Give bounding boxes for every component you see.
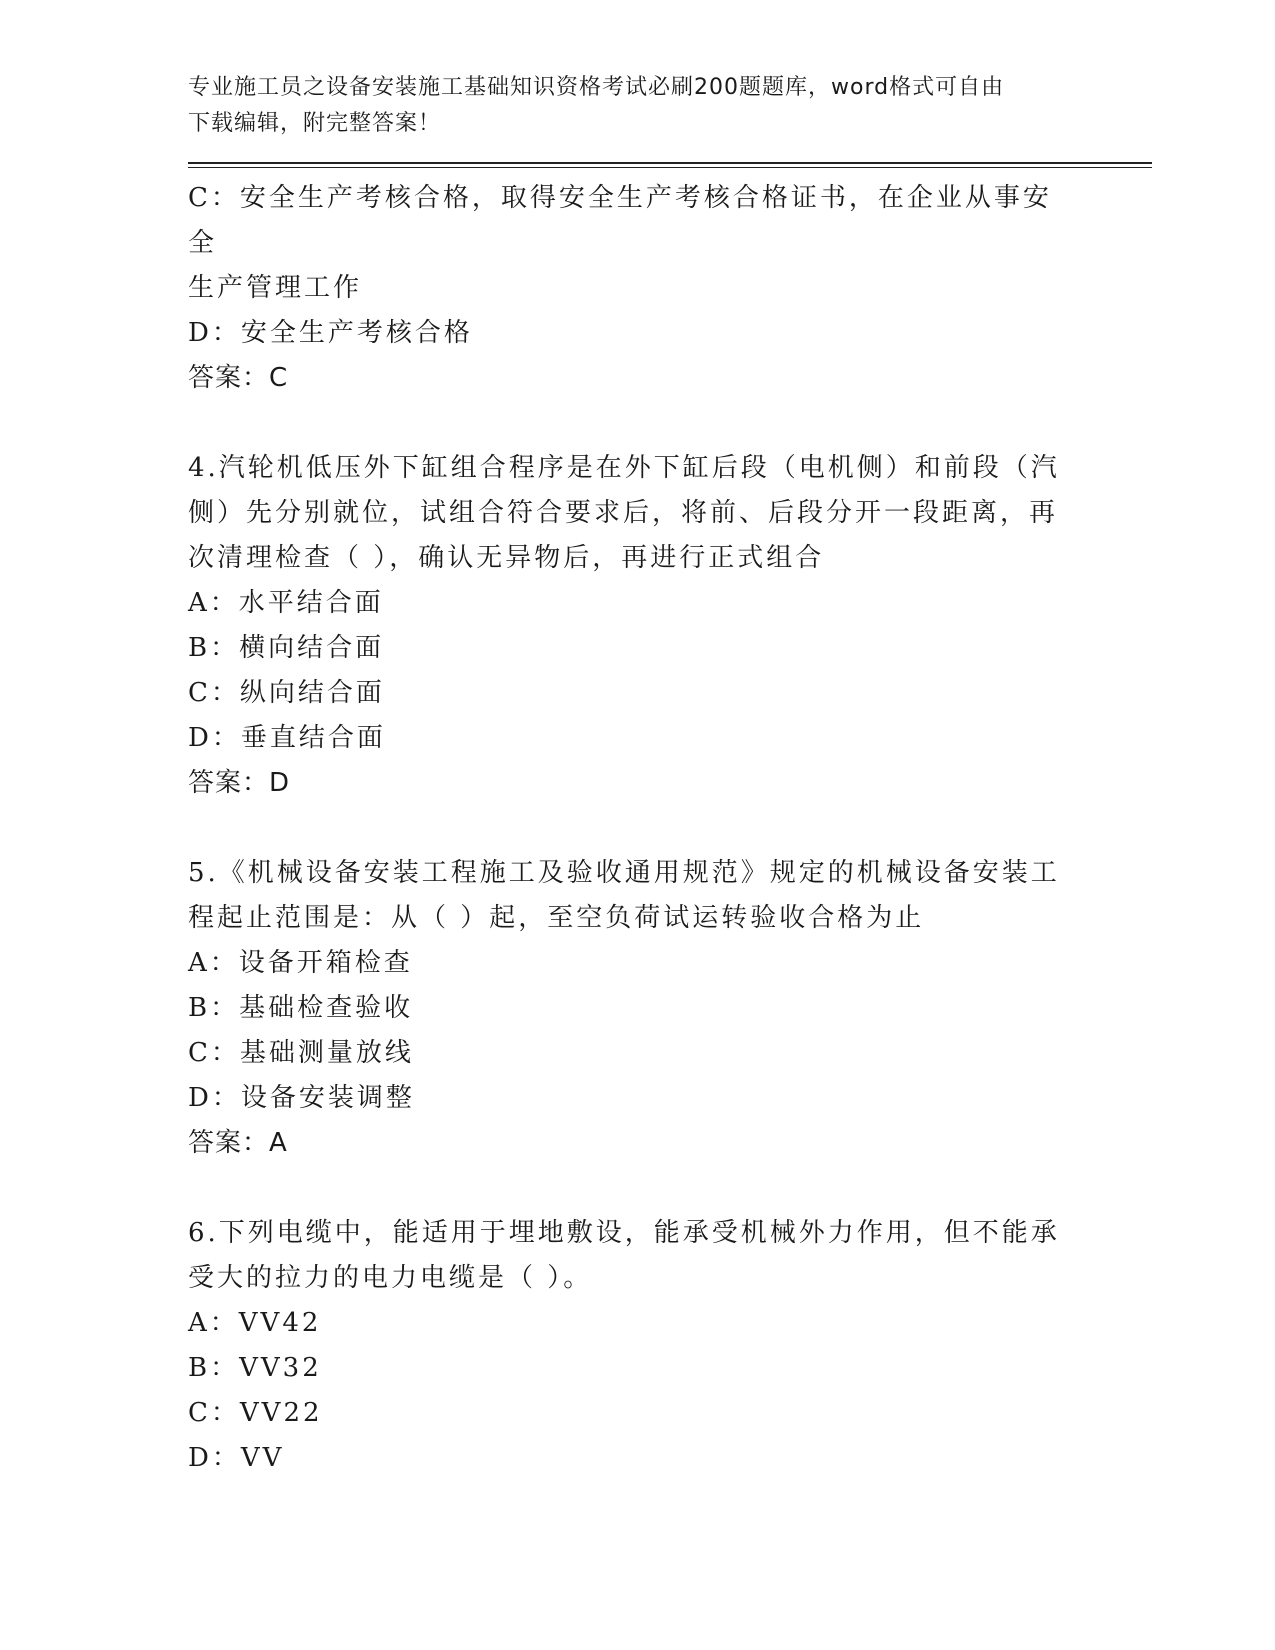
question-text: 次清理检查（ ），确认无异物后，再进行正式组合 — [188, 543, 825, 573]
option-a: A：水平结合面 — [188, 588, 384, 618]
question-4 — [188, 446, 1068, 806]
answer: 答案：D — [188, 768, 291, 798]
spacer — [188, 806, 1068, 851]
question-text: 程起止范围是：从（ ）起，至空负荷试运转验收合格为止 — [188, 903, 925, 933]
header-divider — [188, 162, 1152, 168]
document-header — [188, 70, 1068, 142]
option-c: C：安全生产考核合格，取得安全生产考核合格证书，在企业从事安全 — [188, 183, 1052, 258]
document-content — [188, 176, 1068, 1481]
answer: 答案：C — [188, 363, 289, 393]
answer: 答案：A — [188, 1128, 288, 1158]
header-title-line-1: 专业施工员之设备安装施工基础知识资格考试必刷200题题库，word格式可自由 — [188, 75, 1005, 100]
option-b: B：横向结合面 — [188, 633, 385, 663]
question-text: 侧）先分别就位，试组合符合要求后，将前、后段分开一段距离，再 — [188, 498, 1059, 528]
option-c-continued: 生产管理工作 — [188, 273, 363, 303]
question-text: 4.汽轮机低压外下缸组合程序是在外下缸后段（电机侧）和前段（汽 — [188, 453, 1060, 483]
spacer — [188, 1166, 1068, 1211]
document-page — [188, 70, 1152, 1481]
question-3-partial — [188, 176, 1068, 401]
option-b: B：VV32 — [188, 1353, 322, 1383]
option-d: D：安全生产考核合格 — [188, 318, 473, 348]
option-d: D：垂直结合面 — [188, 723, 386, 753]
spacer — [188, 401, 1068, 446]
option-c: C：基础测量放线 — [188, 1038, 414, 1068]
option-d: D：VV — [188, 1443, 285, 1473]
option-c: C：纵向结合面 — [188, 678, 385, 708]
question-5 — [188, 851, 1068, 1166]
option-b: B：基础检查验收 — [188, 993, 414, 1023]
option-d: D：设备安装调整 — [188, 1083, 415, 1113]
question-6 — [188, 1211, 1068, 1481]
question-text: 受大的拉力的电力电缆是（ ）。 — [188, 1263, 593, 1293]
option-c: C：VV22 — [188, 1398, 323, 1428]
option-a: A：设备开箱检查 — [188, 948, 413, 978]
question-text: 6.下列电缆中，能适用于埋地敷设，能承受机械外力作用，但不能承 — [188, 1218, 1060, 1248]
header-title-line-2: 下载编辑，附完整答案！ — [188, 111, 442, 136]
question-text: 5.《机械设备安装工程施工及验收通用规范》规定的机械设备安装工 — [188, 858, 1060, 888]
option-a: A：VV42 — [188, 1308, 322, 1338]
